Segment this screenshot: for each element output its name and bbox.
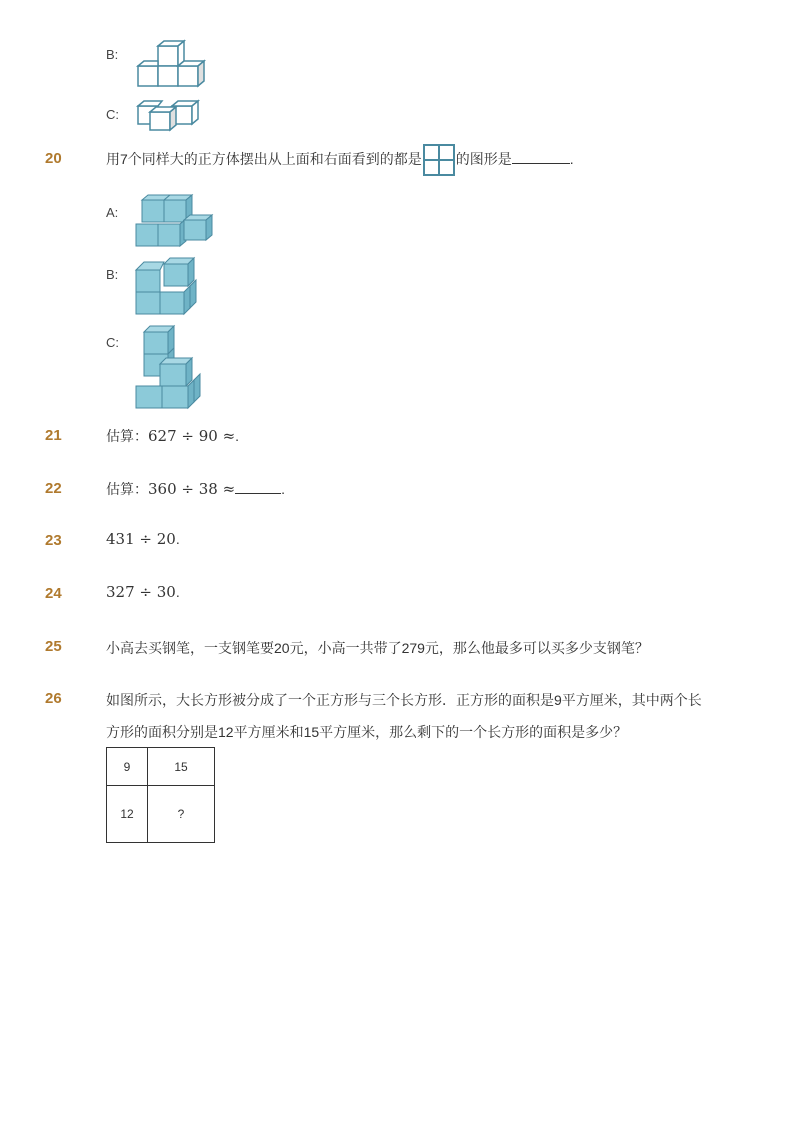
question-number: 26 — [45, 690, 62, 707]
q20-option-c-label: C: — [106, 335, 119, 350]
q24-expression: 327 ÷ 30 — [106, 583, 176, 601]
q19-option-b-figure — [136, 40, 208, 90]
question-text: 小高去买钢笔，一支钢笔要20元，小高一共带了279元，那么他最多可以买多少支钢笔？ — [106, 640, 649, 656]
question-number: 21 — [45, 427, 62, 444]
q24-period: . — [175, 584, 180, 600]
q20-text-after: 的图形是 — [455, 151, 512, 167]
q20-option-a-label: A: — [106, 205, 119, 220]
table-row — [107, 786, 215, 843]
q20-text-before: 用7个同样大的正方体摆出从上面和右面看到的都是 — [106, 151, 422, 167]
q19-option-b-label: B: — [106, 47, 119, 62]
q19-option-c-figure — [136, 100, 200, 132]
question-number: 25 — [45, 638, 62, 655]
question-text — [106, 530, 180, 548]
area-grid-table — [106, 747, 215, 843]
question-text — [106, 583, 180, 601]
question-number: 20 — [45, 150, 62, 167]
table-cell: 15 — [148, 748, 215, 786]
q19-option-c-label: C: — [106, 107, 119, 122]
q20-option-a-figure — [134, 194, 216, 250]
q23-period: . — [175, 531, 180, 547]
q21-prefix: 估算： — [106, 428, 148, 444]
q22-expression: 360 ÷ 38 ≈ — [148, 480, 236, 498]
q22-period: . — [281, 481, 286, 497]
table-cell: 12 — [107, 786, 148, 843]
question-text — [106, 479, 285, 499]
answer-blank — [512, 151, 570, 164]
table-cell: 9 — [107, 748, 148, 786]
answer-blank — [235, 481, 281, 494]
table-cell: ? — [148, 786, 215, 843]
question-text — [106, 143, 574, 176]
q20-option-c-figure — [134, 324, 206, 412]
question-text — [106, 426, 239, 446]
question-number: 22 — [45, 480, 62, 497]
q21-expression: 627 ÷ 90 ≈ — [148, 427, 236, 445]
question-text-line-1: 如图所示，大长方形被分成了一个正方形与三个长方形．正方形的面积是9平方厘米，其中两个长 — [106, 692, 702, 708]
q20-option-b-label: B: — [106, 267, 119, 282]
q22-prefix: 估算： — [106, 481, 148, 497]
table-row — [107, 748, 215, 786]
q21-period: . — [235, 428, 240, 444]
q20-period: . — [569, 151, 574, 167]
four-squares-icon — [423, 144, 455, 176]
question-number: 23 — [45, 532, 62, 549]
q20-option-b-figure — [134, 256, 202, 318]
question-text-line-2: 方形的面积分别是12平方厘米和15平方厘米，那么剩下的一个长方形的面积是多少？ — [106, 724, 628, 740]
question-number: 24 — [45, 585, 62, 602]
q23-expression: 431 ÷ 20 — [106, 530, 176, 548]
